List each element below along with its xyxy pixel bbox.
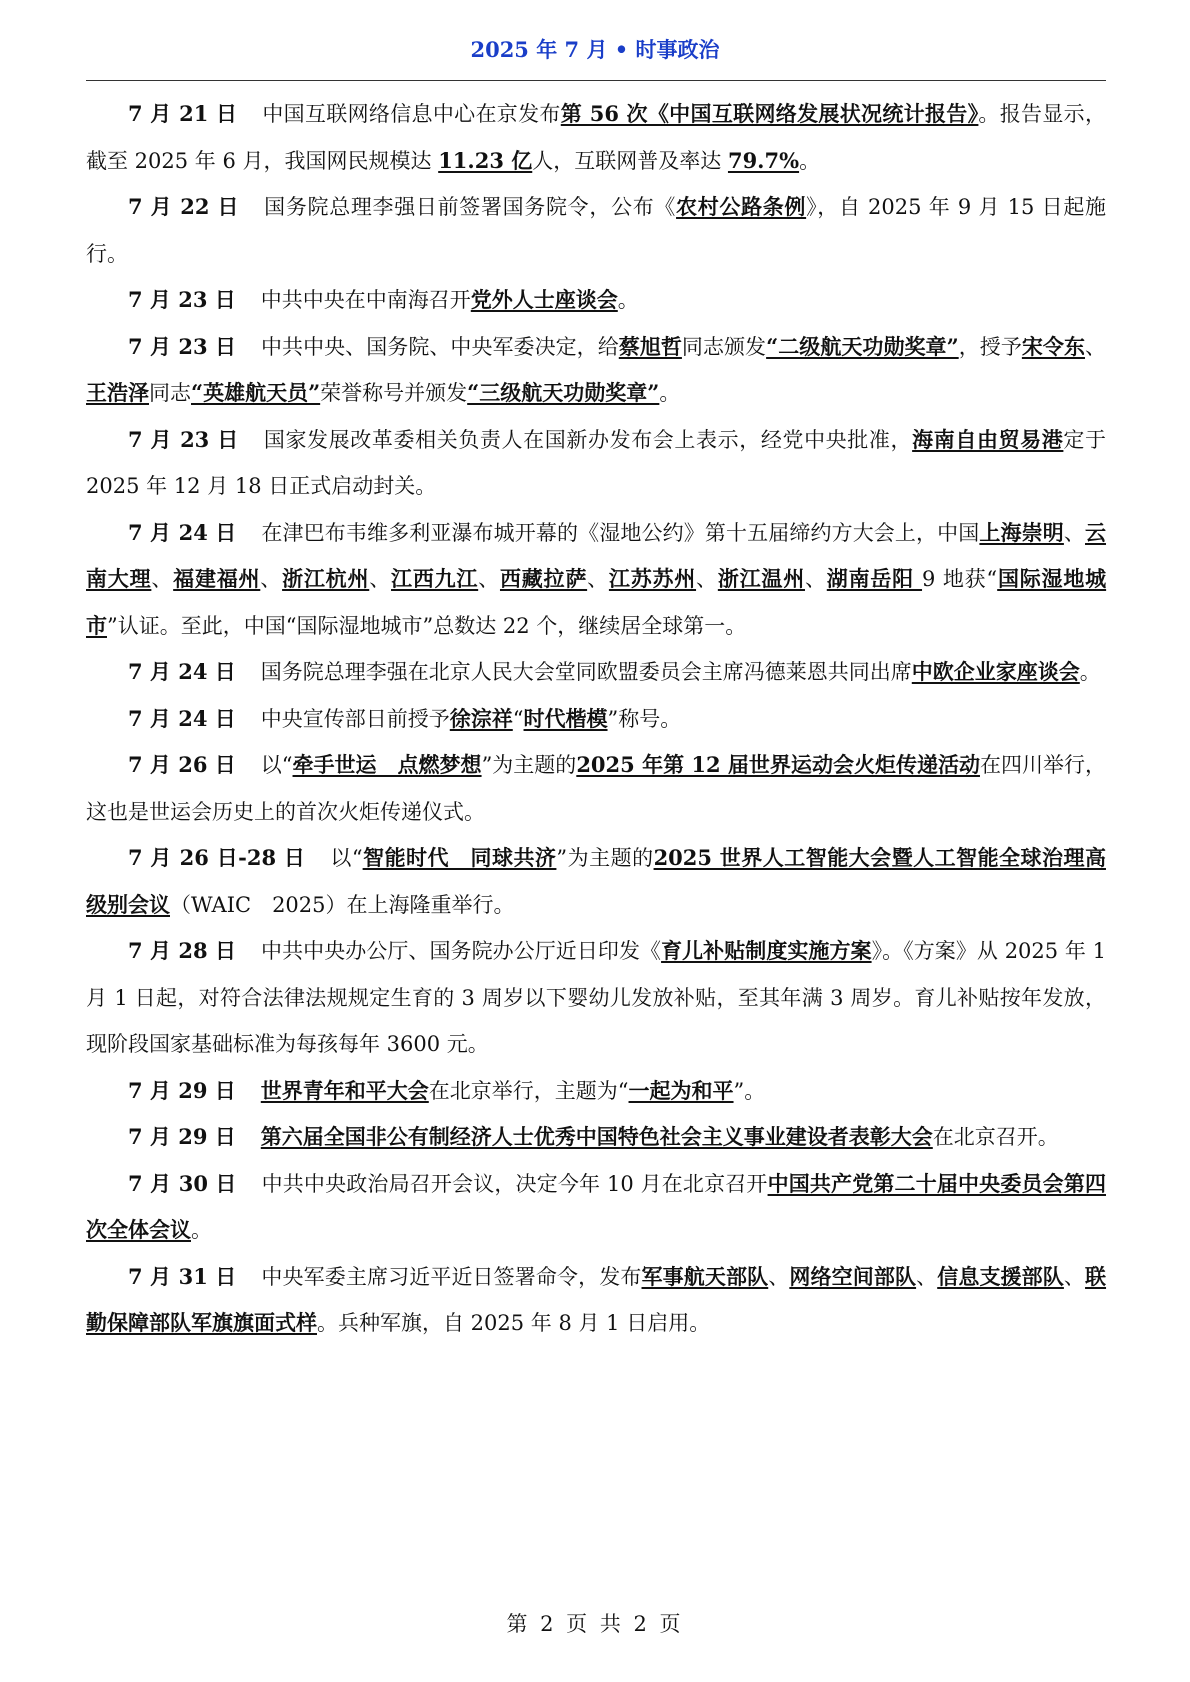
keyword: 时代楷模 xyxy=(523,705,608,731)
keyword: 国际湿地城市 xyxy=(86,566,1107,638)
entry-text: 人，互联网普及率达 xyxy=(532,148,728,173)
entry-text: 中共中央、国务院、中央军委决定，给 xyxy=(261,334,619,359)
entry-text: 、 xyxy=(1085,334,1107,359)
entry-date: 7 月 23 日 xyxy=(128,333,236,359)
entry-date: 7 月 22 日 xyxy=(128,194,240,219)
entry-text: 中共中央在中南海召开 xyxy=(260,288,471,312)
entry-text: 》。《方案》从 2025 年 1 月 1 日起，对符合法律法规规定生育的 3 周岁以下婴幼儿发放补贴，至其年满 3 周岁。育儿补贴按年发放，现阶段国家基础标准为每孩每年 3600 元。 xyxy=(86,939,1107,1056)
news-list xyxy=(86,91,1106,1347)
news-entry xyxy=(86,928,1106,1068)
keyword: 信息支援部队 xyxy=(937,1263,1064,1289)
keyword: 海南自由贸易港 xyxy=(912,426,1064,452)
keyword: 11.23 亿 xyxy=(438,147,533,173)
entry-text: ”。 xyxy=(733,1078,766,1103)
keyword: 农村公路条例 xyxy=(676,194,807,219)
entry-text: 在北京召开。 xyxy=(932,1125,1059,1149)
entry-text: ”为主题的 xyxy=(481,753,577,777)
keyword: 牵手世运 点燃梦想 xyxy=(292,752,482,777)
entry-text: 、 xyxy=(768,1264,790,1289)
news-entry xyxy=(86,1254,1106,1347)
keyword: 西藏拉萨 xyxy=(499,566,588,591)
news-entry xyxy=(86,91,1106,184)
entry-text: 国务院总理李强日前签署国务院令，公布《 xyxy=(264,195,677,219)
entry-text: 。 xyxy=(799,148,821,173)
entry-text: 、 xyxy=(696,567,718,591)
news-entry xyxy=(86,1114,1106,1161)
entry-text: （WAIC 2025）在上海隆重举行。 xyxy=(170,892,515,917)
page-number: 第 2 页 共 2 页 xyxy=(506,1612,684,1636)
entry-text: 定于 2025 年 12 月 18 日正式启动封关。 xyxy=(86,427,1107,498)
entry-text: 荣誉称号并颁发 xyxy=(320,381,468,405)
entry-text: 中国互联网络信息中心在京发布 xyxy=(262,102,561,126)
entry-text: 以“ xyxy=(330,846,363,870)
entry-text: ，授予 xyxy=(958,334,1022,359)
keyword: 网络空间部队 xyxy=(789,1263,917,1289)
entry-text: 。 xyxy=(191,1218,212,1242)
keyword: 中欧企业家座谈会 xyxy=(911,659,1080,684)
entry-text: 、 xyxy=(478,567,500,591)
entry-date: 7 月 29 日 xyxy=(128,1077,236,1103)
keyword: 湖南岳阳 xyxy=(826,566,923,591)
entry-text: 、 xyxy=(587,567,609,591)
news-entry xyxy=(86,417,1106,510)
entry-date: 7 月 23 日 xyxy=(128,287,236,312)
entry-text: 在津巴布韦维多利亚瀑布城开幕的《湿地公约》第十五届缔约方大会上，中国 xyxy=(261,520,980,545)
entry-date: 7 月 26 日 xyxy=(128,752,236,777)
keyword: 云南大理 xyxy=(86,519,1107,591)
entry-text: ”为主题的 xyxy=(556,846,654,870)
entry-text: ”认证。至此，中国“国际湿地城市”总数达 22 个，继续居全球第一。 xyxy=(107,613,747,638)
keyword: 江苏苏州 xyxy=(608,566,697,591)
entry-text: 中共中央政治局召开会议，决定今年 10 月在北京召开 xyxy=(261,1171,768,1196)
entry-text: 、 xyxy=(260,567,283,591)
keyword: 世界青年和平大会 xyxy=(260,1077,429,1103)
entry-text: 在北京举行，主题为“ xyxy=(428,1078,629,1103)
entry-text: 中央军委主席习近平近日签署命令，发布 xyxy=(261,1264,642,1289)
entry-date: 7 月 29 日 xyxy=(128,1124,236,1149)
news-entry xyxy=(86,324,1106,417)
keyword: 军事航天部队 xyxy=(641,1263,769,1289)
entry-text: 、 xyxy=(916,1264,938,1289)
entry-date: 7 月 21 日 xyxy=(128,101,238,126)
keyword: 浙江温州 xyxy=(717,566,805,591)
entry-text: 》，自 2025 年 9 月 15 日起施行。 xyxy=(86,195,1107,266)
keyword: 浙江杭州 xyxy=(282,566,370,591)
entry-text: 、 xyxy=(369,567,392,591)
news-entry xyxy=(86,184,1106,277)
entry-date: 7 月 26 日-28 日 xyxy=(128,845,306,870)
keyword: 第 56 次《中国互联网络发展状况统计报告》 xyxy=(560,101,979,126)
keyword: 福建福州 xyxy=(173,566,261,591)
keyword: 育儿补贴制度实施方案 xyxy=(661,938,872,963)
entry-text: 、 xyxy=(151,567,174,591)
news-entry xyxy=(86,835,1106,928)
entry-text: ”称号。 xyxy=(607,706,682,731)
entry-text: 、 xyxy=(1063,520,1086,545)
keyword: “英雄航天员” xyxy=(191,380,321,405)
header-divider xyxy=(86,80,1106,81)
entry-text: 以“ xyxy=(260,753,293,777)
entry-text: 。 xyxy=(659,381,681,405)
entry-date: 7 月 24 日 xyxy=(128,519,237,545)
entry-text: 、 xyxy=(1063,1264,1086,1289)
news-entry xyxy=(86,510,1106,650)
keyword: 蔡旭哲 xyxy=(618,333,682,359)
keyword: “二级航天功勋奖章” xyxy=(766,333,959,359)
keyword: 江西九江 xyxy=(391,566,479,591)
entry-text: 中央宣传部日前授予 xyxy=(260,706,450,731)
news-entry xyxy=(86,1068,1106,1115)
news-entry xyxy=(86,742,1106,835)
entry-text: 在四川举行，这也是世运会历史上的首次火炬传递仪式。 xyxy=(86,753,1106,824)
keyword: 徐淙祥 xyxy=(449,705,513,731)
keyword: 智能时代 同球共济 xyxy=(362,845,557,870)
entry-text: 同志 xyxy=(149,381,191,405)
keyword: 中国共产党第二十届中央委员会第四次全体会议 xyxy=(86,1170,1106,1242)
entry-text: 国家发展改革委相关负责人在国新办发布会上表示，经党中央批准， xyxy=(263,427,913,452)
news-entry xyxy=(86,649,1106,696)
entry-text: 9 地获“ xyxy=(922,567,998,591)
keyword: 79.7% xyxy=(727,147,800,173)
keyword: 党外人士座谈会 xyxy=(470,287,618,312)
keyword: “三级航天功勋奖章” xyxy=(467,380,660,405)
entry-text: 国务院总理李强在北京人民大会堂同欧盟委员会主席冯德莱恩共同出席 xyxy=(260,660,912,684)
keyword: 2025 年第 12 届世界运动会火炬传递活动 xyxy=(576,752,980,777)
keyword: 一起为和平 xyxy=(628,1077,734,1103)
entry-text: 同志颁发 xyxy=(681,334,767,359)
entry-text: 。兵种军旗，自 2025 年 8 月 1 日启用。 xyxy=(317,1311,711,1335)
entry-text: 。报告显示，截至 2025 年 6 月，我国网民规模达 xyxy=(86,102,1106,173)
entry-text: “ xyxy=(512,706,524,731)
entry-text: 、 xyxy=(804,567,827,591)
keyword: 上海崇明 xyxy=(979,519,1064,545)
entry-text: 中共中央办公厅、国务院办公厅近日印发《 xyxy=(261,939,662,963)
entry-date: 7 月 28 日 xyxy=(128,938,237,963)
keyword: 2025 世界人工智能大会暨人工智能全球治理高级别会议 xyxy=(86,845,1106,917)
page-header-title: 2025 年 7 月 • 时事政治 xyxy=(470,37,720,62)
entry-date: 7 月 24 日 xyxy=(128,705,236,731)
entry-date: 7 月 24 日 xyxy=(128,659,236,684)
keyword: 宋令东 xyxy=(1021,333,1086,359)
entry-date: 7 月 23 日 xyxy=(128,426,239,452)
news-entry xyxy=(86,1161,1106,1254)
entry-date: 7 月 30 日 xyxy=(128,1170,237,1196)
keyword: 第六届全国非公有制经济人士优秀中国特色社会主义事业建设者表彰大会 xyxy=(260,1124,933,1149)
entry-date: 7 月 31 日 xyxy=(128,1263,237,1289)
news-entry xyxy=(86,277,1106,324)
keyword: 王浩泽 xyxy=(86,380,149,405)
keyword: 联勤保障部队军旗旗面式样 xyxy=(86,1263,1107,1335)
entry-text: 。 xyxy=(617,288,639,312)
news-entry xyxy=(86,696,1106,743)
entry-text: 。 xyxy=(1079,660,1101,684)
